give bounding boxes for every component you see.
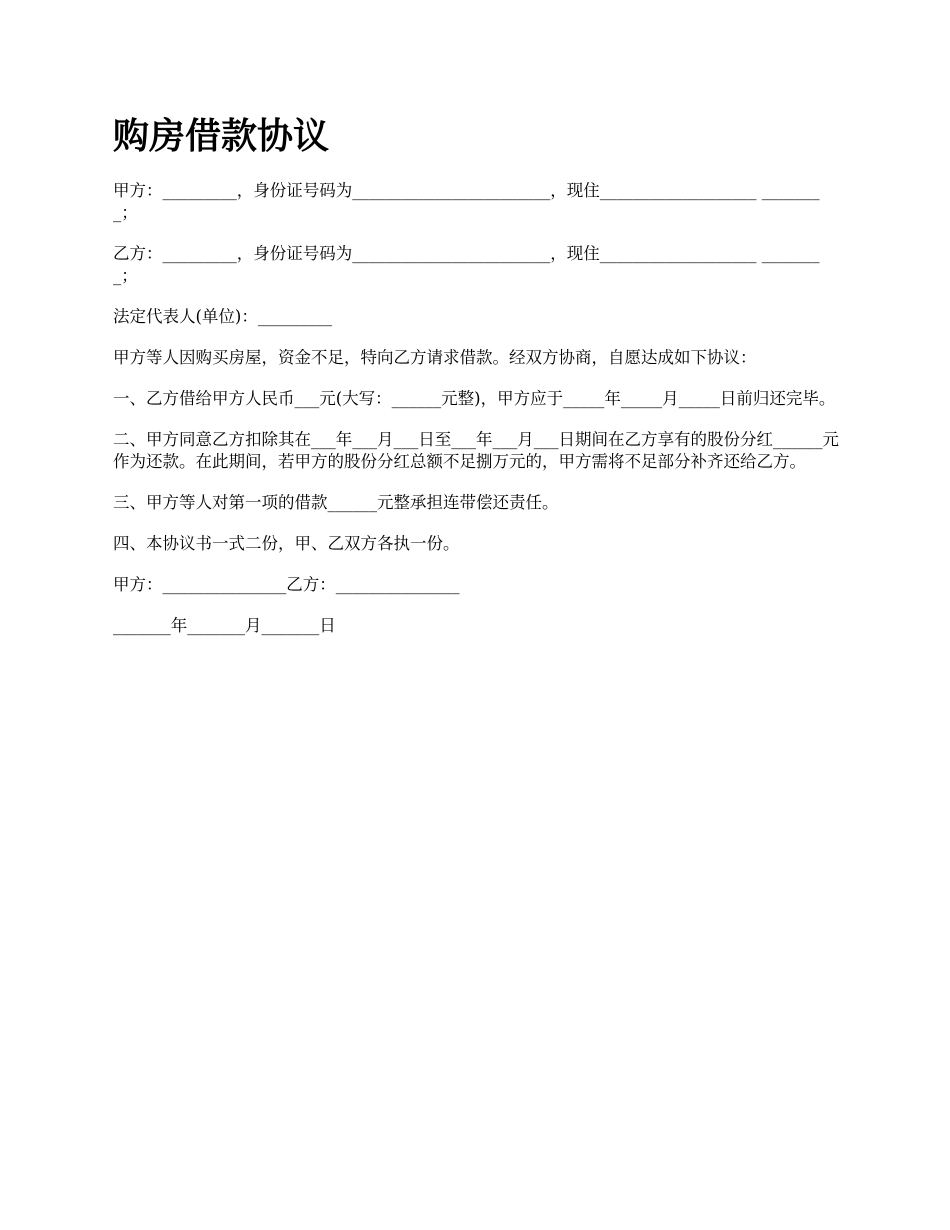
clause-1: 一、乙方借给甲方人民币___元(大写：______元整)，甲方应于_____年_____月_____日前归还完毕。 bbox=[113, 389, 836, 408]
date-line: _______年_______月_______日 bbox=[113, 616, 336, 635]
document-page bbox=[113, 112, 839, 656]
clause-4: 四、本协议书一式二份，甲、乙双方各执一份。 bbox=[113, 534, 460, 553]
party-a-info: 甲方：_________，身份证号码为________________________，现住___________________ ________； bbox=[113, 181, 820, 222]
legal-representative: 法定代表人(单位)：_________ bbox=[113, 307, 333, 326]
preamble: 甲方等人因购买房屋，资金不足，特向乙方请求借款。经双方协商，自愿达成如下协议： bbox=[113, 348, 757, 367]
party-b-info: 乙方：_________，身份证号码为________________________，现住___________________ ________； bbox=[113, 244, 820, 285]
document-title: 购房借款协议 bbox=[113, 115, 330, 157]
clause-3: 三、甲方等人对第一项的借款______元整承担连带偿还责任。 bbox=[113, 493, 559, 512]
signature-line: 甲方：_______________乙方：_______________ bbox=[113, 575, 460, 594]
clause-2: 二、甲方同意乙方扣除其在___年___月___日至___年___月___日期间在乙方享有的股份分红______元作为还款。在此期间，若甲方的股份分红总额不足捌万元的，甲方需将不足部分补齐还给乙方。 bbox=[113, 430, 839, 471]
